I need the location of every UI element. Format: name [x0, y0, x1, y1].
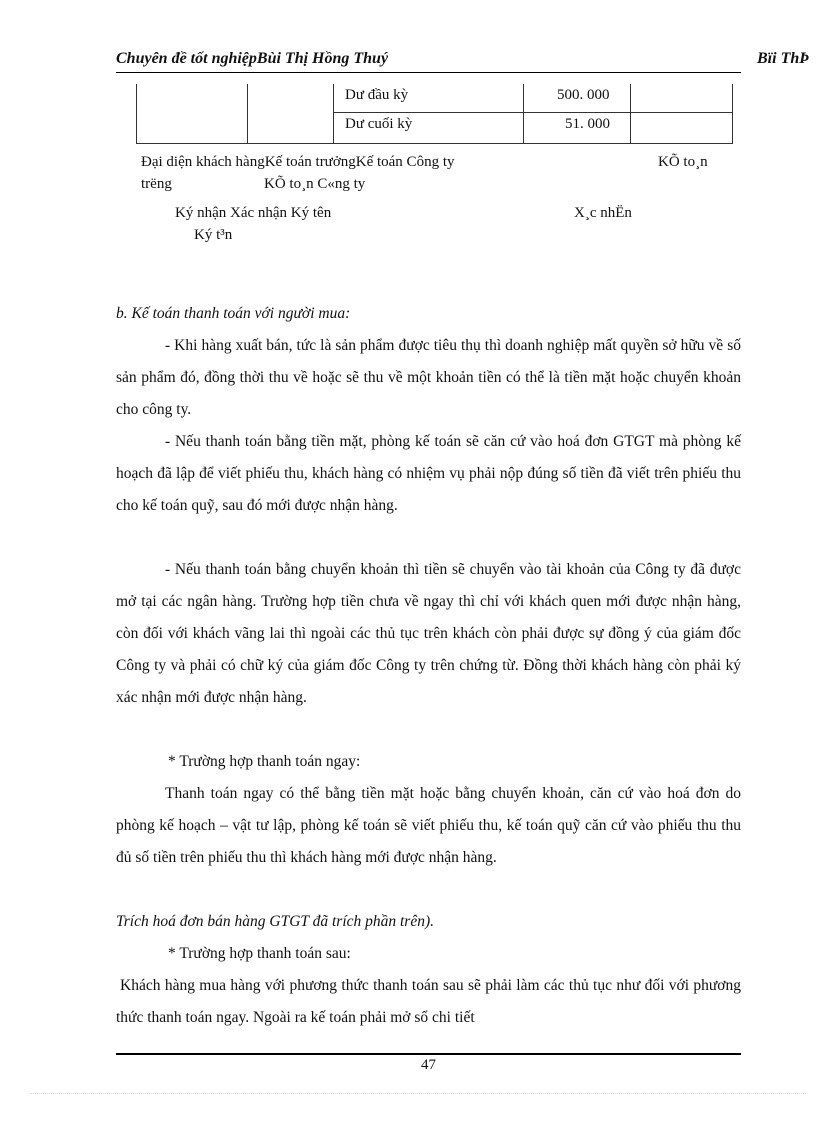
signature-action-garbled: X¸c nhËn	[574, 205, 632, 221]
signature-action-cont: Ký t³n	[194, 227, 233, 243]
paragraph: Khách hàng mua hàng với phương thức thanh toán sau sẽ phải làm các thủ tục như đối với phương thức thanh toán ngay. Ngoài ra kế toán phải mở sổ chi tiết	[116, 977, 741, 1026]
table-col-divider	[630, 84, 631, 143]
page-edge	[30, 1093, 806, 1094]
signature-title-cont: trëng	[141, 176, 172, 192]
paragraph: - Nếu thanh toán bằng tiền mặt, phòng kế toán sẽ căn cứ vào hoá đơn GTGT mà phòng kế hoạch đã lập để viết phiếu thu, khách hàng có nhiệm vụ phải nộp đúng số tiền đã viết trên phiếu thu cho kế toán quỹ, sau đó mới được nhận hàng.	[116, 433, 741, 514]
balance-table	[136, 84, 733, 144]
closing-balance-label: Dư cuối kỳ	[345, 116, 413, 132]
signature-titles: Đại diện khách hàngKế toán trưởngKế toán Công ty	[141, 154, 455, 170]
header-author: Bïi ThÞ	[757, 50, 810, 67]
header-divider	[116, 72, 741, 73]
header-title: Chuyên đề tốt nghiệpBùi Thị Hồng Thuý	[116, 50, 389, 67]
page-header	[116, 50, 816, 70]
paragraph: - Khi hàng xuất bán, tức là sản phẩm được tiêu thụ thì doanh nghiệp mất quyền sở hữu về số sản phẩm đó, đồng thời thu về hoặc sẽ thu về một khoản tiền có thể là tiền mặt hoặc chuyển khoản cho công ty.	[116, 337, 741, 418]
footer-divider	[116, 1053, 741, 1055]
note: Trích hoá đơn bán hàng GTGT đã trích phần trên).	[116, 913, 435, 930]
signature-title-garbled: KÕ to¸n	[658, 154, 708, 170]
table-col-divider	[523, 84, 524, 143]
opening-balance-label: Dư đầu kỳ	[345, 87, 409, 103]
table-col-divider	[333, 84, 334, 143]
page-number: 47	[421, 1057, 436, 1073]
signature-actions: Ký nhận Xác nhận Ký tên	[175, 205, 332, 221]
closing-balance-value: 51. 000	[565, 116, 610, 132]
section-heading: b. Kế toán thanh toán với người mua:	[116, 305, 351, 322]
subheading: * Trường hợp thanh toán ngay:	[168, 753, 361, 770]
paragraph: - Nếu thanh toán bằng chuyển khoản thì tiền sẽ chuyển vào tài khoản của Công ty đã được mở tại các ngân hàng. Trường hợp tiền chưa về ngay thì chỉ với khách quen mới được nhận hàng, còn đối với khách vãng lai thì ngoài các thủ tục trên khách còn phải được sự đồng ý của giám đốc Công ty và phải có chữ ký của giám đốc Công ty trên chứng từ. Đồng thời khách hàng còn phải ký xác nhận mới được nhận hàng.	[116, 561, 741, 706]
paragraph: Thanh toán ngay có thể bằng tiền mặt hoặc bằng chuyển khoản, căn cứ vào hoá đơn do phòng kế hoạch – vật tư lập, phòng kế toán sẽ viết phiếu thu, kế toán quỹ căn cứ vào phiếu thu thu đủ số tiền trên phiếu thu thì khách hàng mới được nhận hàng.	[116, 785, 741, 866]
subheading: * Trường hợp thanh toán sau:	[168, 945, 351, 962]
table-row-divider	[333, 112, 732, 113]
opening-balance-value: 500. 000	[557, 87, 610, 103]
table-col-divider	[247, 84, 248, 143]
signature-title-garbled-2: KÕ to¸n C«ng ty	[264, 176, 366, 192]
